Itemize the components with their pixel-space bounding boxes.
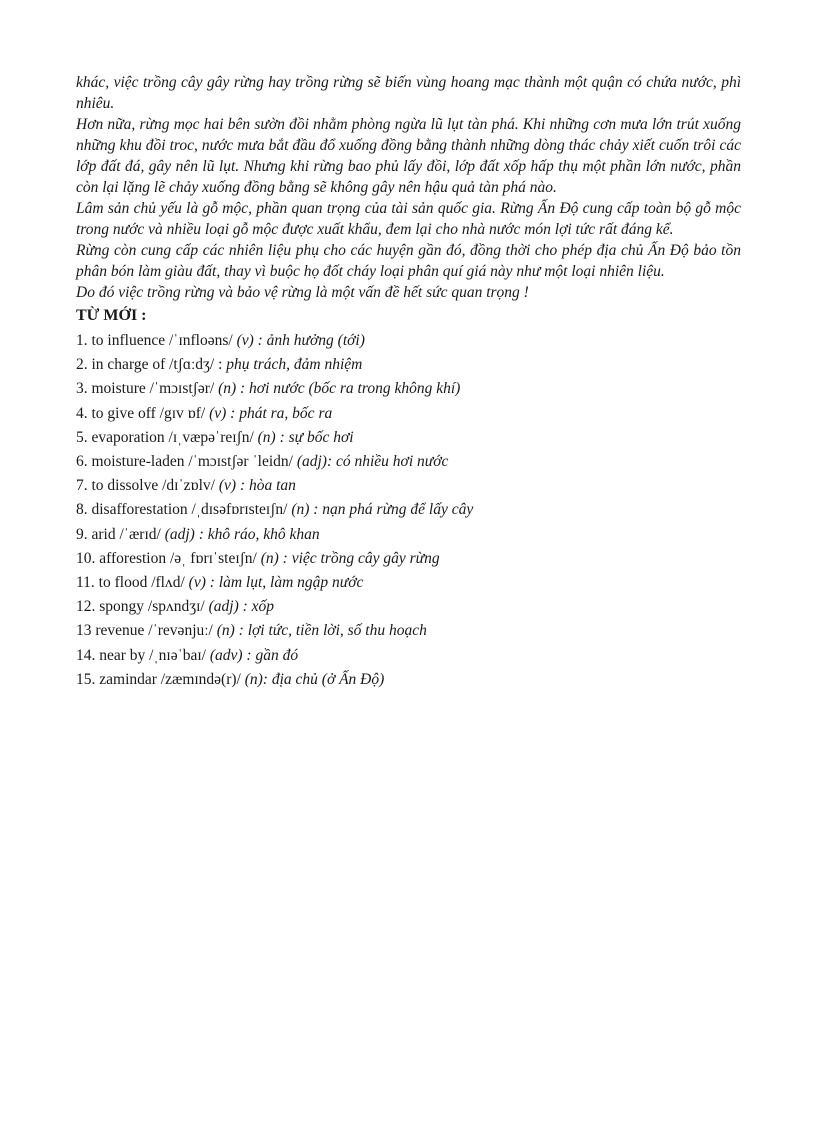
- vocab-term: 6. moisture-laden /ˈmɔɪstʃər ˈleidn/: [76, 453, 297, 471]
- document-page: [76, 72, 741, 692]
- paragraph-conclusion: Do đó việc trồng rừng và bảo vệ rừng là một vấn đề hết sức quan trọng !: [76, 284, 529, 301]
- vocab-definition: phụ trách, đảm nhiệm: [226, 356, 363, 374]
- vocab-item: [76, 547, 741, 571]
- vocab-definition: (v) : phát ra, bốc ra: [209, 404, 333, 422]
- paragraph-fuel-supply: Rừng còn cung cấp các nhiên liệu phụ cho các huyện gần đó, đồng thời cho phép địa chủ Ấn Độ bảo tồn phân bón làm giàu đất, thay vì buộc họ đốt cháy loại phân quí giá này như một loại nhiên liệu.: [76, 242, 741, 280]
- vocab-item: [76, 498, 741, 522]
- vocab-item: [76, 619, 741, 643]
- vocab-item: [76, 426, 741, 450]
- vocab-term: 10. afforestion /əˌ fɒrɪˈsteɪʃn/: [76, 549, 261, 567]
- vocab-item: [76, 595, 741, 619]
- vocab-term: 8. disafforestation /ˌdɪsəfɒrɪsteɪʃn/: [76, 501, 292, 519]
- vocab-term: 15. zamindar /zæmɪndə(r)/: [76, 670, 245, 688]
- vocab-term: 12. spongy /spʌndʒɪ/: [76, 598, 209, 616]
- vocab-item: [76, 571, 741, 595]
- vocab-definition: (v) : ảnh hưởng (tới): [236, 332, 365, 349]
- vocab-term: 5. evaporation /ɪˌvæpəˈreɪʃn/: [76, 428, 258, 446]
- vocab-item: [76, 668, 741, 692]
- vocab-definition: (adj): có nhiều hơi nước: [296, 453, 449, 471]
- vocab-item: [76, 450, 741, 474]
- vocab-definition: (v) : làm lụt, làm ngập nước: [188, 574, 364, 592]
- vocab-item: [76, 474, 741, 498]
- vocab-item: [76, 377, 741, 401]
- vocab-definition: (n) : nạn phá rừng để lấy cây: [291, 501, 474, 519]
- vocab-definition: (n) : việc trồng cây gây rừng: [260, 549, 440, 567]
- vocab-item: [76, 644, 741, 668]
- vocab-term: 14. near by /ˌnɪəˈbaɪ/: [76, 646, 210, 664]
- vocab-definition: (n) : hơi nước (bốc ra trong không khí): [218, 380, 461, 398]
- vocab-definition: (v) : hòa tan: [218, 477, 296, 495]
- vocab-term: 4. to give off /gɪv ɒf/: [76, 404, 210, 422]
- vocab-term: 11. to flood /flʌd/: [76, 574, 189, 592]
- vocab-definition: (adj) : khô ráo, khô khan: [164, 525, 320, 543]
- paragraph-afforestation-intro: khác, việc trồng cây gây rừng hay trồng rừng sẽ biến vùng hoang mạc thành một quận có chứa nước, phì nhiêu.: [76, 74, 741, 112]
- vocab-definition: (n) : lợi tức, tiền lời, số thu hoạch: [216, 622, 427, 640]
- vocab-item: [76, 523, 741, 547]
- vocab-item: [76, 353, 741, 377]
- vocabulary-list: [76, 329, 741, 692]
- vocab-item: [76, 329, 741, 353]
- paragraph-forest-products: Lâm sản chủ yếu là gỗ mộc, phần quan trọng của tài sản quốc gia. Rừng Ấn Độ cung cấp toàn bộ gỗ mộc trong nước và nhiều loại gỗ mộc được xuất khẩu, đem lại cho nhà nước món lợi tức rất đáng kể.: [76, 200, 741, 238]
- vocab-definition: (n) : sự bốc hơi: [257, 428, 354, 446]
- vocab-definition: (adv) : gần đó: [209, 646, 299, 664]
- vocab-term: 7. to dissolve /dɪˈzɒlv/: [76, 477, 219, 495]
- vocab-term: 13 revenue /ˈrevənjuː/: [76, 622, 217, 640]
- new-words-heading: TỪ MỚI :: [76, 307, 147, 324]
- vocab-item: [76, 402, 741, 426]
- vocab-term: 9. arid /ˈærɪd/: [76, 525, 165, 543]
- vocab-term: 1. to influence /ˈɪnfloəns/: [76, 332, 237, 349]
- paragraph-flood-prevention: Hơn nữa, rừng mọc hai bên sườn đồi nhằm phòng ngừa lũ lụt tàn phá. Khi những cơn mưa lớn trút xuống những khu đồi troc, nước mưa bắt đầu đổ xuống đồng bằng thành những dòng thác chảy xiết cuốn trôi các lớp đất đá, gây nên lũ lụt. Nhưng khi rừng bao phủ lấy đồi, lớp đất xốp hấp thụ một phần lớn nước, phần còn lại lặng lẽ chảy xuống đồng bằng sẽ không gây nên hậu quả tàn phá nào.: [76, 116, 741, 196]
- vocab-definition: (n): địa chủ (ở Ấn Độ): [244, 670, 385, 688]
- vocab-definition: (adj) : xốp: [208, 598, 275, 616]
- vocab-term: 3. moisture /ˈmɔɪstʃər/: [76, 380, 219, 398]
- vocab-term: 2. in charge of /tʃɑːdʒ/ :: [76, 356, 227, 374]
